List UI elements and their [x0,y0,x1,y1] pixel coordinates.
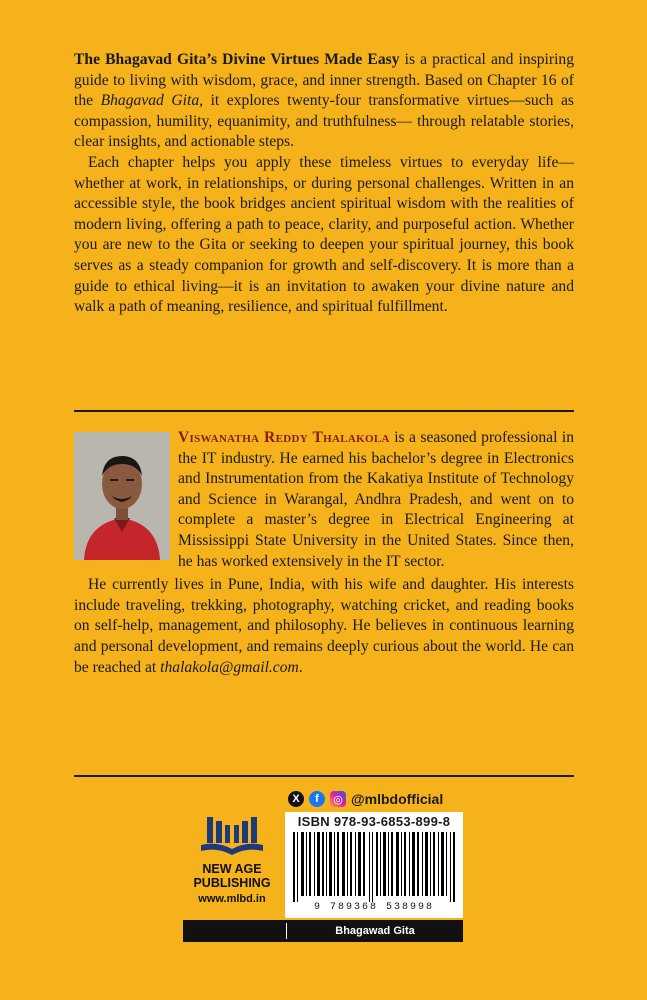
author-photo [74,432,170,560]
author-email[interactable]: thalakola@gmail.com [160,658,299,676]
instagram-icon[interactable]: ◎ [330,791,346,807]
isbn-barcode-box [285,812,463,918]
author-bio-2: He currently lives in Pune, India, with his wife and daughter. His interests include traveling, trekking, photography, watching cricket, and reading books on self-help, management, and philosophy. He believes in continuous learning and personal development, and remains deeply curious about the world. He can be reached at thalakola@gmail.com. [74,576,574,676]
divider-top [74,410,574,412]
author-bio-1: Viswanatha Reddy Thalakola is a seasoned professional in the IT industry. He earned his bachelor’s degree in Electronics and Instrumentation from the Kakatiya Institute of Technology and Science in Warangal, Andhra Pradesh, and went on to complete a master’s degree in Electrical Engineering at Mississippi State University in the United States. Since then, he has worked extensively in the IT sector. [178,429,574,570]
publisher-name-line1: NEW AGE [202,862,262,876]
x-twitter-icon[interactable]: X [288,791,304,807]
barcode-digits: 9 789368 538998 [313,902,434,913]
book-title: The Bhagavad Gita’s Divine Virtues Made Easy [74,51,400,68]
open-book-icon [199,815,265,857]
description-paragraph-2: Each chapter helps you apply these timeless virtues to everyday life—whether at work, in relationships, or during personal challenges. Written in an accessible style, the book bridges ancient spiritual wisdom with the realities of modern living, offering a path to peace, clarity, and purposeful action. Whether you are new to the Gita or seeking to deepen your spiritual journey, this book serves as a steady companion for growth and self-discovery. It is more than a guide to ethical living—it is an invitation to awaken your divine nature and walk a path of meaning, resilience, and spiritual fulfillment. [74,153,574,316]
publisher-name-line2: PUBLISHING [193,876,271,890]
italic-title: Bhagavad Gita [100,92,200,110]
social-links [288,788,443,810]
book-description [74,50,574,318]
divider-bottom [74,775,574,777]
footer-bar [183,920,463,942]
publisher-url[interactable]: www.mlbd.in [198,893,266,905]
author-section [74,428,574,678]
barcode [293,832,455,902]
isbn-label: ISBN 978-93-6853-899-8 [297,814,451,829]
social-handle[interactable]: @mlbdofficial [351,791,444,807]
footer-category: Bhagawad Gita [335,925,415,937]
description-paragraph-1: The Bhagavad Gita’s Divine Virtues Made Easy is a practical and inspiring guide to living with wisdom, grace, and inner strength. Based on Chapter 16 of the Bhagavad Gita, it explores twenty-four transformative virtues—such as compassion, humility, equanimity, and truthfulness— through relatable stories, clear insights, and actionable steps. [74,51,575,151]
author-name: Viswanatha Reddy Thalakola [178,429,390,446]
publisher-logo [190,815,274,905]
facebook-icon[interactable]: f [309,791,325,807]
